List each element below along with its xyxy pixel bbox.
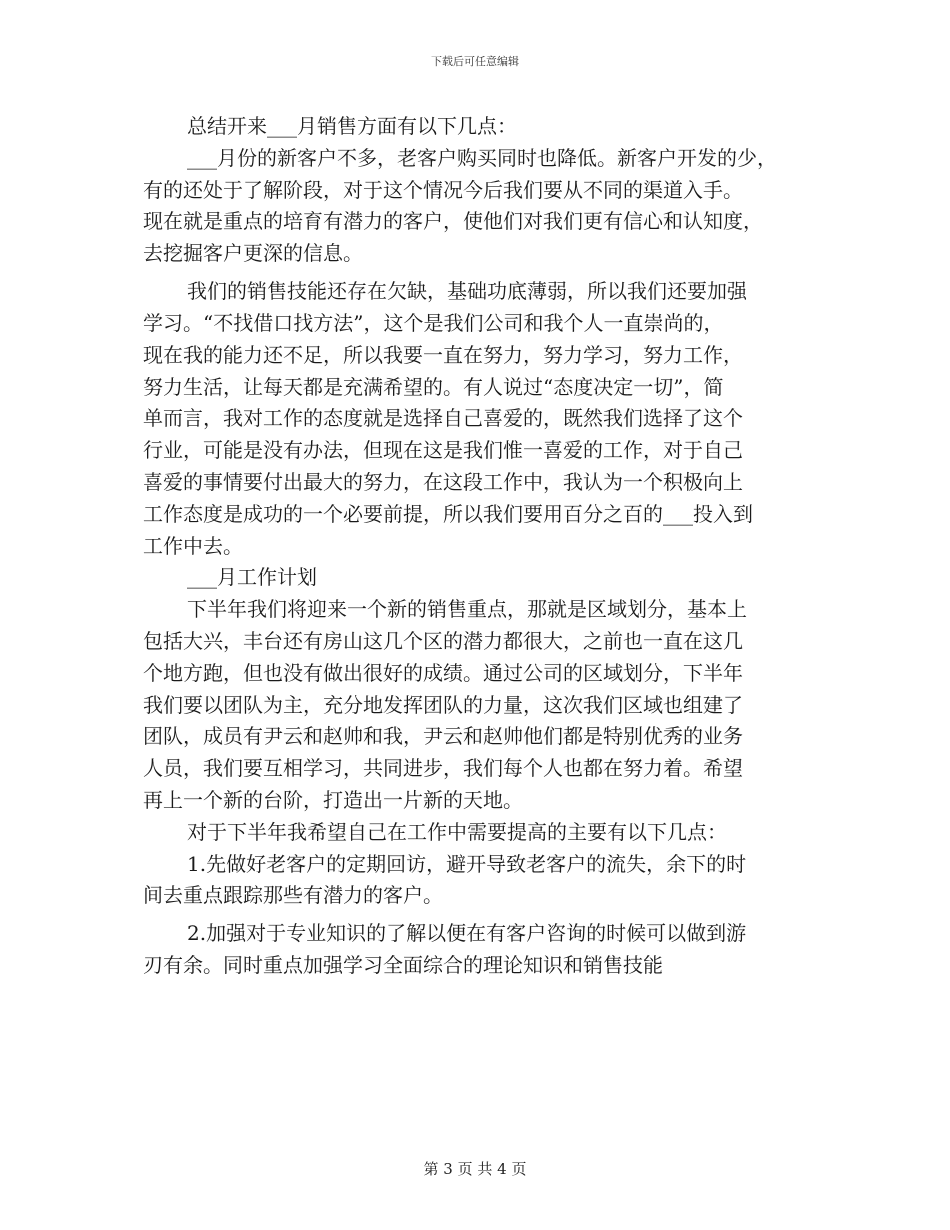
text-line: 工作中去。 [143, 533, 243, 558]
text-line: 去挖掘客户更深的信息。 [143, 241, 363, 266]
text-line: 我们的销售技能还存在欠缺，基础功底薄弱，所以我们还要加强 [187, 279, 747, 304]
text-line: 现在我的能力还不足，所以我要一直在努力，努力学习，努力工作， [143, 342, 743, 367]
page-footer: 第 3 页 共 4 页 [423, 1160, 527, 1178]
text-line: 人员，我们要互相学习，共同进步，我们每个人也都在努力着。希望 [143, 756, 743, 781]
text-line: 个地方跑，但也没有做出很好的成绩。通过公司的区域划分，下半年 [143, 660, 743, 685]
text-line: 工作态度是成功的一个必要前提，所以我们要用百分之百的___投入到 [143, 501, 753, 526]
text-line: 2.加强对于专业知识的了解以便在有客户咨询的时候可以做到游 [187, 921, 747, 946]
text-line: ___月工作计划 [187, 565, 317, 590]
text-line: 间去重点跟踪那些有潜力的客户。 [143, 883, 443, 908]
text-line: 喜爱的事情要付出最大的努力，在这段工作中，我认为一个积极向上 [143, 469, 743, 494]
text-line: 再上一个新的台阶，打造出一片新的天地。 [143, 787, 523, 812]
text-line: ___月份的新客户不多，老客户购买同时也降低。新客户开发的少， [187, 145, 777, 170]
text-line: 包括大兴，丰台还有房山这几个区的潜力都很大，之前也一直在这几 [143, 628, 743, 653]
text-line: 刃有余。同时重点加强学习全面综合的理论知识和销售技能 [143, 953, 663, 978]
page-header: 下载后可任意编辑 [431, 55, 519, 68]
text-line: 现在就是重点的培育有潜力的客户，使他们对我们更有信心和认知度， [143, 209, 763, 234]
text-line: 我们要以团队为主，充分地发挥团队的力量，这次我们区域也组建了 [143, 692, 743, 717]
text-line: 团队，成员有尹云和赵帅和我，尹云和赵帅他们都是特别优秀的业务 [143, 724, 743, 749]
text-line: 1.先做好老客户的定期回访，避开导致老客户的流失，余下的时 [187, 851, 747, 876]
body-text [143, 111, 823, 982]
text-line: 总结开来___月销售方面有以下几点： [187, 114, 517, 138]
text-line: 单而言，我对工作的态度就是选择自己喜爱的，既然我们选择了这个 [143, 406, 743, 431]
text-line: 行业，可能是没有办法，但现在这是我们惟一喜爱的工作，对于自己 [143, 438, 743, 463]
text-line: 下半年我们将迎来一个新的销售重点，那就是区域划分，基本上 [187, 597, 747, 622]
text-line: 努力生活，让每天都是充满希望的。有人说过“态度决定一切”，简 [143, 374, 724, 399]
text-line: 有的还处于了解阶段，对于这个情况今后我们要从不同的渠道入手。 [143, 177, 743, 202]
text-line: 学习。“不找借口找方法”，这个是我们公司和我个人一直崇尚的， [143, 310, 724, 335]
text-line: 对于下半年我希望自己在工作中需要提高的主要有以下几点： [187, 819, 727, 844]
